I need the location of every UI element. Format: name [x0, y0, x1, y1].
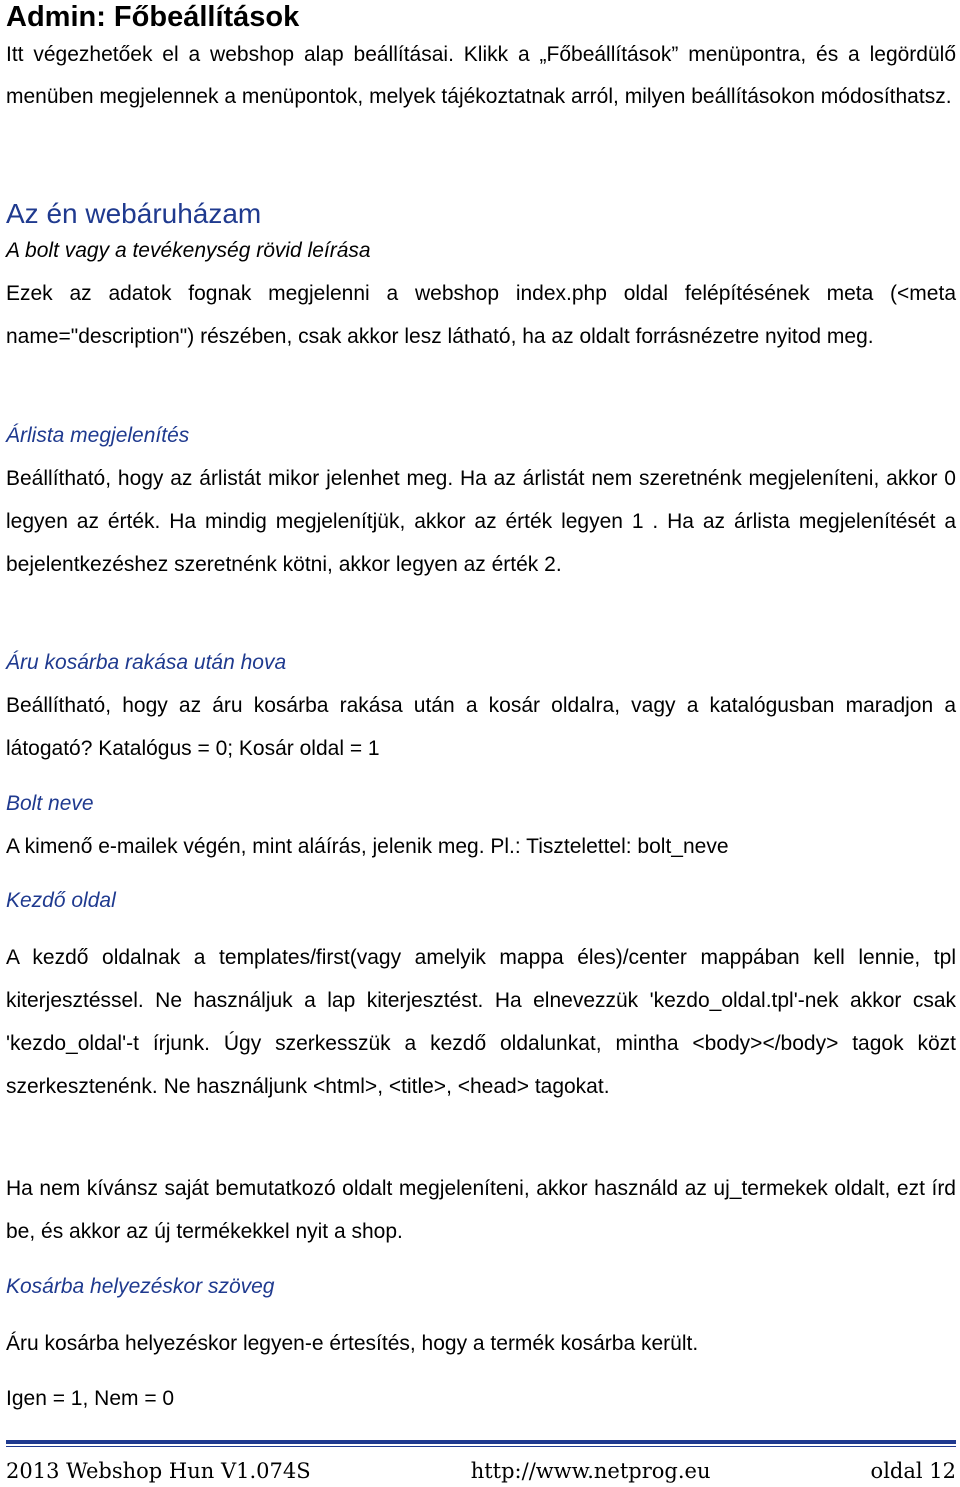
footer-rule-thin [6, 1446, 956, 1447]
footer-page-number: oldal 12 [870, 1459, 956, 1483]
section-body-kosarszoveg-2: Igen = 1, Nem = 0 [6, 1387, 175, 1410]
section-heading-kosarszoveg: Kosárba helyezéskor szöveg [6, 1275, 275, 1298]
footer-version: 2013 Webshop Hun V1.074S [6, 1459, 311, 1483]
section-heading-kezdo: Kezdő oldal [6, 889, 116, 912]
section-heading-boltneve: Bolt neve [6, 792, 94, 815]
section-heading-arlista: Árlista megjelenítés [6, 424, 190, 447]
page-footer [6, 1455, 956, 1487]
page-title: Admin: Főbeállítások [6, 1, 300, 33]
footer-url: http://www.netprog.eu [470, 1459, 711, 1483]
section-heading-webaruhaz: Az én webáruházam [6, 198, 262, 229]
section-body-kosarszoveg-1: Áru kosárba helyezéskor legyen-e értesítés, hogy a termék kosárba került. [6, 1332, 699, 1355]
section-body-arlista: Beállítható, hogy az árlistát mikor jelenhet meg. Ha az árlistát nem szeretnénk megjeleníteni, akkor 0 legyen az érték. Ha mindig megjelenítjük, akkor az érték legyen 1 . Ha az árlista megjelenítését a bejelentkezéshez szeretnénk kötni, akkor legyen az érték 2. [6, 467, 956, 576]
section-subheading-webaruhaz: A bolt vagy a tevékenység rövid leírása [6, 239, 371, 262]
section-body-webaruhaz: Ezek az adatok fognak megjelenni a webshop index.php oldal felépítésének meta (<meta name="description") részében, csak akkor lesz látható, ha az oldalt forrásnézetre nyitod meg. [6, 282, 956, 348]
section-heading-kosar: Áru kosárba rakása után hova [6, 651, 287, 674]
footer-rule-thick [6, 1440, 956, 1444]
section-body-boltneve: A kimenő e-mailek végén, mint aláírás, jelenik meg. Pl.: Tisztelettel: bolt_neve [6, 835, 729, 858]
section-body-kezdo-1: A kezdő oldalnak a templates/first(vagy amelyik mappa éles)/center mappában kell lennie, tpl kiterjesztéssel. Ne használjuk a lap kiterjesztést. Ha elnevezzük 'kezdo_oldal.tpl'-nek akkor csak 'kezdo_oldal'-t írjunk. Úgy szerkesszük a kezdő oldalunkat, mintha <body></body> tagok közt szerkesztenénk. Ne használjunk <html>, <title>, <head> tagokat. [6, 946, 956, 1098]
section-body-kosar: Beállítható, hogy az áru kosárba rakása után a kosár oldalra, vagy a katalógusban maradjon a látogató? Katalógus = 0; Kosár oldal = 1 [6, 694, 956, 760]
section-body-kezdo-2: Ha nem kívánsz saját bemutatkozó oldalt megjeleníteni, akkor használd az uj_termekek oldalt, ezt írd be, és akkor az új termékekkel nyit a shop. [6, 1177, 956, 1243]
intro-paragraph: Itt végezhetőek el a webshop alap beállításai. Klikk a „Főbeállítások” menüpontra, és a legördülő menüben megjelennek a menüpontok, melyek tájékoztatnak arról, milyen beállításokon módosíthatsz. [6, 43, 956, 108]
